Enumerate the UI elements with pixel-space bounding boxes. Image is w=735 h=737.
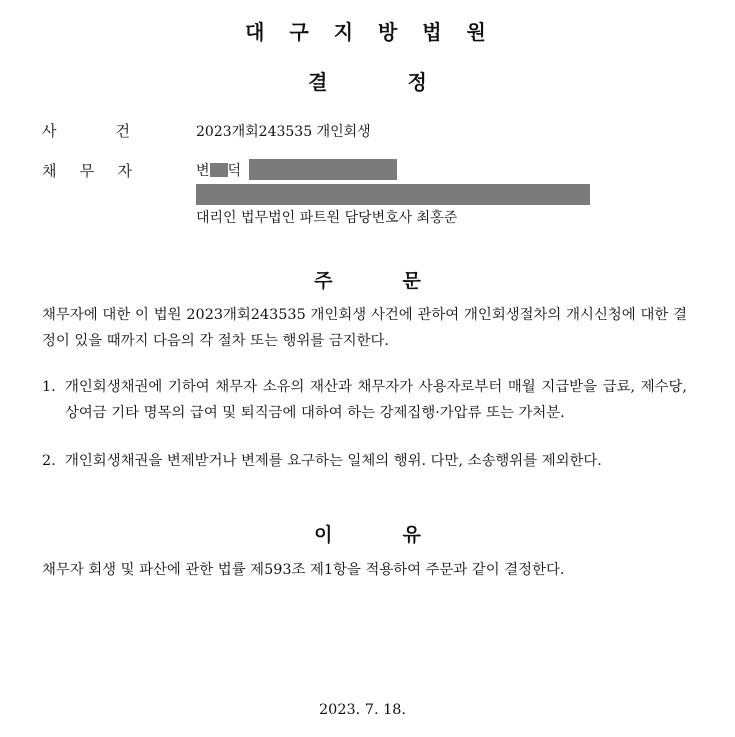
order-item-2-number: 2. (42, 453, 56, 469)
redacted-address-block (196, 184, 590, 205)
reason-heading (0, 520, 735, 547)
debtor-label-char-2: 무 (79, 162, 95, 180)
reason-heading-char-1: 이 (314, 524, 333, 546)
case-label-char-1: 사 (42, 122, 57, 140)
reason-text: 채무자 회생 및 파산에 관한 법률 제593조 제1항을 적용하여 주문과 같이 결정한다. (42, 562, 565, 578)
debtor-name-last-char: 덕 (227, 163, 242, 179)
order-heading-char-1: 주 (314, 270, 333, 292)
decision-date: 2023. 7. 18. (319, 702, 406, 718)
debtor-label-char-3: 자 (117, 162, 132, 180)
debtor-name-first-char: 변 (196, 163, 210, 179)
case-label (42, 120, 130, 141)
order-heading-char-2: 문 (402, 270, 421, 292)
debtor-name (196, 160, 241, 180)
order-heading (0, 266, 735, 293)
order-item-1 (42, 374, 687, 426)
doc-type-char-1: 결 (308, 70, 328, 94)
redacted-block-1 (249, 159, 397, 180)
court-name: 대 구 지 방 법 원 (245, 20, 490, 44)
document-type-title (0, 66, 735, 95)
order-item-2-text: 개인회생채권을 변제받거나 변제를 요구하는 일체의 행위. 다만, 소송행위를 제외한다. (65, 453, 602, 469)
case-label-char-2: 건 (115, 122, 130, 140)
name-redaction (210, 163, 228, 177)
order-item-1-number: 1. (42, 379, 56, 395)
representative: 대리인 법무법인 파트원 담당변호사 최홍준 (196, 210, 458, 226)
order-intro: 채무자에 대한 이 법원 2023개회243535 개인회생 사건에 관하여 개인회생절차의 개시신청에 대한 결정이 있을 때까지 다음의 각 절차 또는 행위를 금지한다. (42, 307, 687, 349)
debtor-label-char-1: 채 (42, 162, 57, 180)
doc-type-char-2: 정 (407, 70, 427, 94)
reason-heading-char-2: 유 (402, 524, 421, 546)
order-item-1-text: 개인회생채권에 기하여 채무자 소유의 재산과 채무자가 사용자로부터 매월 지급받을 급료, 제수당, 상여금 기타 명목의 급여 및 퇴직금에 대하여 하는 강제집행·가압류 또는 가처분. (65, 379, 687, 421)
case-number: 2023개회243535 개인회생 (196, 124, 371, 140)
order-item-2 (42, 448, 687, 474)
debtor-label (42, 160, 132, 181)
